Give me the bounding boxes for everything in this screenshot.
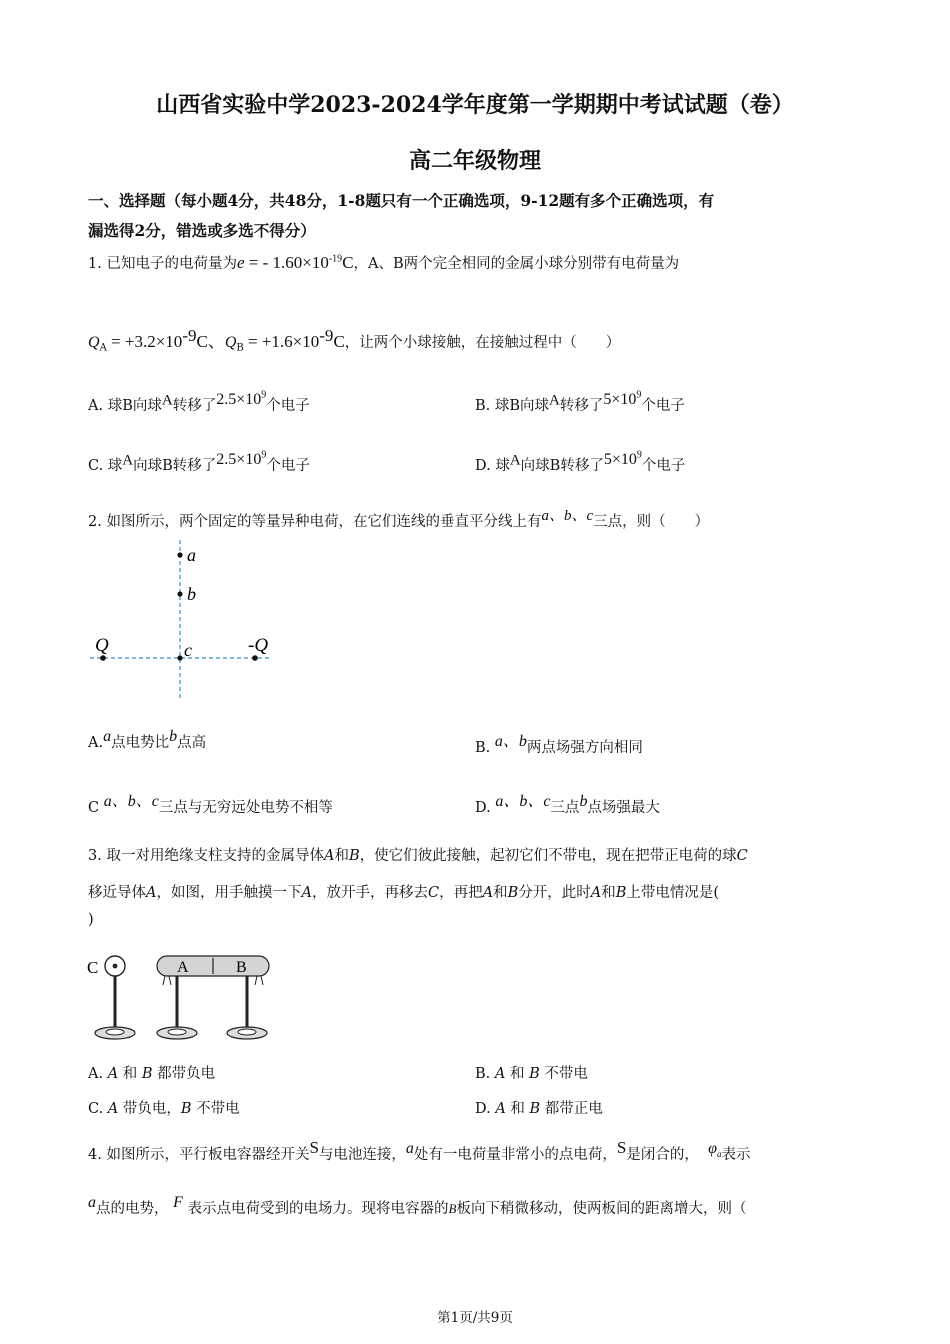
q2-option-d[interactable]: D. $^{a、b、c}$三点$^b$点场强最大 (475, 793, 660, 816)
section-header-line2: 漏选得2分，错选或多选不得分） (88, 221, 316, 240)
q3-stem-line3: ) (88, 912, 94, 928)
label-a: a (187, 545, 196, 565)
q3-option-b[interactable]: B. A 和 B 不带电 (475, 1066, 588, 1082)
label-c: C (87, 958, 99, 977)
page-title: 山西省实验中学2023-2024学年度第一学期期中考试试题（卷） (156, 92, 794, 118)
q3-option-a[interactable]: A. A 和 B 都带负电 (88, 1066, 216, 1082)
q3-option-d[interactable]: D. A 和 B 都带正电 (475, 1101, 603, 1117)
q1-option-c[interactable]: C. 球$^A$向球B转移了$^{2.5\times 10^9}$个电子 (88, 450, 310, 475)
label-c: c (184, 640, 192, 660)
q1-option-d[interactable]: D. 球$^A$向球B转移了$^{5\times 10^9}$个电子 (475, 450, 686, 475)
point-a (177, 552, 182, 557)
charge-positive (100, 655, 106, 661)
page-footer: 第1页/共9页 (437, 1310, 513, 1326)
q2-stem: 2. 如图所示，两个固定的等量异种电荷，在它们连线的垂直平分线上有$^{a、b、c}$三点，则（ ） (88, 508, 710, 530)
label-q-right: -Q (248, 635, 269, 656)
q3-stem-line1: 3. 取一对用绝缘支柱支持的金属导体A和B，使它们彼此接触，起初它们不带电，现在把带正电荷的球C (88, 848, 748, 864)
charge-negative (252, 655, 258, 661)
label-a: A (177, 959, 189, 976)
label-b: b (187, 584, 196, 604)
q2-option-c[interactable]: C $^{a、b、c}$三点与无穷远处电势不相等 (88, 793, 333, 816)
q1-stem-line1: 1. 已知电子的电荷量为e = - $1.60\times 10^{-19}C$，A、B两个完全相同的金属小球分别带有电荷量为 (88, 253, 680, 272)
q4-stem-line2: $^a$点的电势， $^F$ 表示点电荷受到的电场力。现将电容器的B板向下稍微移动，使两板间的距离增大，则（ (88, 1194, 747, 1217)
q3-figure-conductors (85, 948, 280, 1046)
q3-stem-line2: 移近导体A，如图，用手触摸一下A，放开手，再移去C，再把A和B分开，此时A和B上带电情况是( (88, 885, 720, 901)
point-c (177, 655, 182, 660)
q2-option-a[interactable]: A.$^a$点电势比$^b$点高 (88, 728, 207, 751)
label-b: B (236, 959, 247, 976)
q4-stem-line1: 4. 如图所示，平行板电容器经开关$^S$与电池连接，$^a$处有一电荷量非常小的点电荷，$^S$是闭合的， $^{\varphi_a}$表示 (88, 1138, 751, 1163)
page-subtitle: 高二年级物理 (408, 148, 541, 174)
q3-option-c[interactable]: C. A 带负电，B 不带电 (88, 1101, 240, 1117)
section-header-line1: 一、选择题（每小题4分，共48分，1-8题只有一个正确选项，9-12题有多个正确选项，有 (88, 191, 715, 210)
q1-stem-line2: $Q_A = +3.2\times 10^{-9}C$、$Q_B = +1.6\times 10^{-9}C$，让两个小球接触，在接触过程中（ ） (88, 326, 621, 354)
q1-option-a[interactable]: A. 球B向球$^A$转移了$^{2.5\times 10^9}$个电子 (88, 390, 310, 415)
q2-option-b[interactable]: B. $^{a、b}$两点场强方向相同 (475, 733, 643, 756)
label-q-left: Q (95, 635, 109, 656)
q1-option-b[interactable]: B. 球B向球$^A$转移了$^{5\times 10^9}$个电子 (475, 390, 685, 415)
q2-figure-dipole (85, 535, 285, 705)
section-header (88, 186, 878, 246)
electron-charge-formula: e = - $1.60\times 10^{-19}C$ (236, 253, 354, 272)
point-b (177, 591, 182, 596)
